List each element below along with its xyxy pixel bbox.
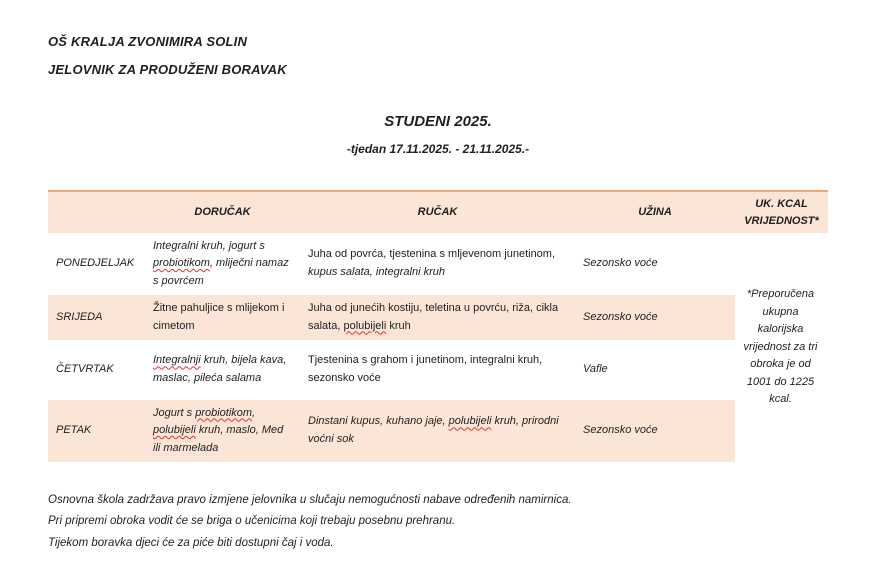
- lunch-cell: [300, 340, 575, 400]
- text-segment: Sezonsko voće: [583, 257, 658, 270]
- text-segment: Dinstani kupus, kuhano jaje,: [308, 415, 449, 428]
- breakfast-cell: [145, 340, 300, 400]
- misspelled-text-segment: polubijeli: [448, 415, 492, 428]
- table-row-wednesday: [48, 295, 828, 340]
- table-row-monday: [48, 233, 828, 295]
- text-segment: kruh, bijela kava, maslac, pileća salama: [153, 354, 287, 384]
- text-segment: kruh, maslo, Med ili marmelada: [153, 424, 284, 454]
- breakfast-cell: [145, 400, 300, 462]
- footer-note: Tijekom boravka djeci će za piće biti dostupni čaj i voda.: [48, 536, 334, 549]
- document-title: JELOVNIK ZA PRODUŽENI BORAVAK: [48, 62, 287, 77]
- lunch-cell: [300, 400, 575, 462]
- misspelled-text-segment: probiotikom: [195, 406, 253, 419]
- document-content: [48, 113, 828, 554]
- text-segment: Žitne pahuljice s mlijekom i cimetom: [153, 301, 285, 332]
- text-segment: Jogurt s: [153, 406, 196, 419]
- document-footer: [48, 490, 828, 554]
- text-segment: Juha od junećih kostiju, teletina u povrću, riža, cikla salata,: [308, 301, 559, 332]
- menu-table-body: [48, 233, 828, 462]
- text-segment: Integralni kruh, jogurt s: [153, 239, 265, 252]
- header-cell-lunch: RUČAK: [300, 191, 575, 233]
- text-segment: , mliječni namaz s povrćem: [153, 257, 289, 287]
- misspelled-text-segment: Integralnji: [153, 354, 201, 367]
- lunch-cell: [300, 233, 575, 295]
- footer-note: Pri pripremi obroka vodit će se briga o učenicima koji trebaju posebnu prehranu.: [48, 515, 456, 528]
- text-segment: ,: [252, 406, 256, 419]
- day-label: PONEDJELJAK: [56, 257, 135, 270]
- table-row-thursday: [48, 340, 828, 400]
- text-segment: Sezonsko voće: [583, 424, 658, 437]
- text-segment: Tjestenina s grahom i junetinom, integralni kruh, sezonsko voće: [308, 354, 543, 384]
- school-name: OŠ KRALJA ZVONIMIRA SOLIN: [48, 34, 248, 49]
- text-segment: Juha od povrća, tjestenina s mljevenom junetinom,: [308, 248, 556, 261]
- text-segment: kruh, prirodni voćni sok: [308, 415, 559, 445]
- day-label: SRIJEDA: [48, 295, 145, 340]
- day-label: PETAK: [48, 400, 145, 462]
- table-row-friday: [48, 400, 828, 462]
- header-row: [48, 191, 828, 233]
- header-cell-kcal: UK. KCAL VRIJEDNOST*: [735, 191, 828, 233]
- text-segment: kupus salata, integralni kruh: [308, 266, 445, 278]
- lunch-cell: [300, 295, 575, 340]
- menu-table-head: [48, 191, 828, 233]
- text-segment: Sezonsko voće: [583, 310, 658, 323]
- breakfast-cell: [145, 233, 300, 295]
- header-cell-breakfast: DORUČAK: [145, 191, 300, 233]
- text-segment: Vafle: [583, 363, 608, 376]
- document-header: [48, 34, 839, 77]
- week-range: -tjedan 17.11.2025. - 21.11.2025.-: [346, 142, 530, 156]
- kcal-note-cell: *Preporučena ukupna kalorijska vrijednost za tri obroka je od 1001 do 1225 kcal.: [735, 233, 828, 462]
- text-segment: kruh: [386, 319, 411, 332]
- misspelled-text-segment: probiotikom: [153, 257, 210, 270]
- snack-cell: [575, 233, 735, 295]
- month-title: STUDENI 2025.: [384, 113, 492, 130]
- misspelled-text-segment: polubijeli: [153, 424, 196, 437]
- day-label: ČETVRTAK: [56, 363, 114, 376]
- header-cell-snack: UŽINA: [575, 191, 735, 233]
- footer-note: Osnovna škola zadržava pravo izmjene jelovnika u slučaju nemogućnosti nabave određenih namirnica.: [48, 494, 572, 506]
- header-cell-day: [48, 191, 145, 233]
- menu-table: [48, 190, 828, 462]
- snack-cell: [575, 295, 735, 340]
- misspelled-text-segment: polubijeli: [343, 319, 387, 332]
- snack-cell: [575, 340, 735, 400]
- snack-cell: [575, 400, 735, 462]
- breakfast-cell: [145, 295, 300, 340]
